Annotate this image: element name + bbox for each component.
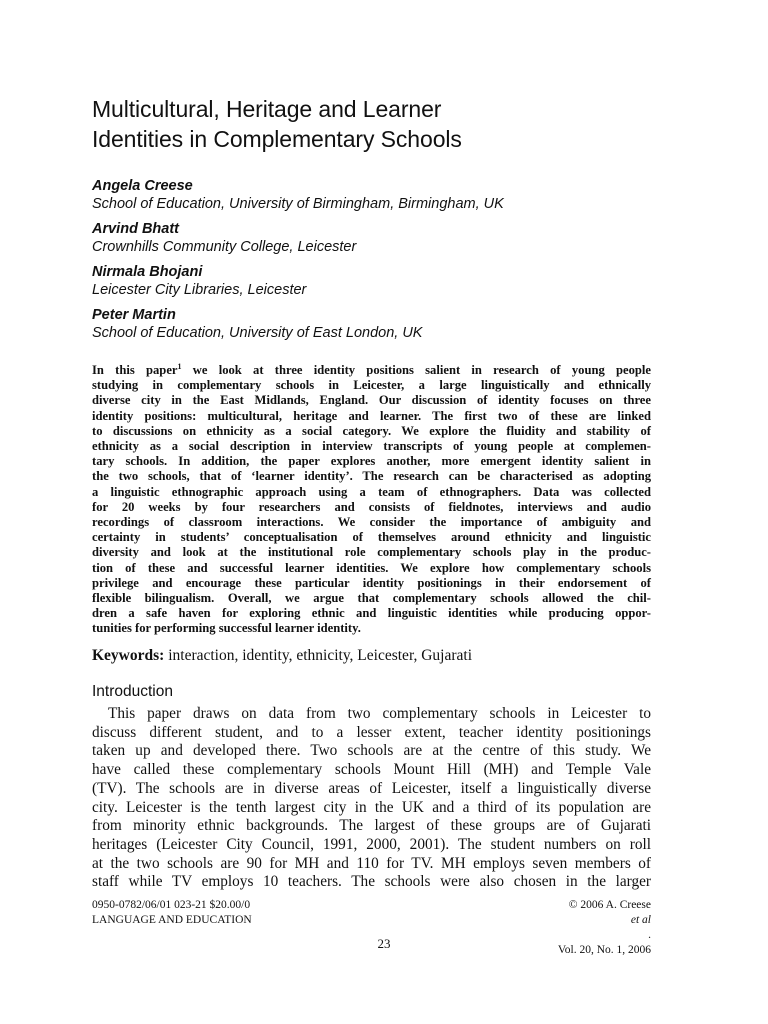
abstract-last-line: tunities for performing successful learner identity.	[92, 621, 361, 636]
abstract-line: tary schools. In addition, the paper explores another, more emergent identity salient in	[92, 454, 651, 469]
abstract-line: a linguistic ethnographic approach using a team of ethnographers. Data was collected	[92, 484, 651, 499]
title-line-2: Identities in Complementary Schools	[92, 126, 462, 152]
abstract-line: recordings of classroom interactions. We consider the importance of ambiguity and	[92, 515, 651, 530]
keywords-terms: interaction, identity, ethnicity, Leicester, Gujarati	[164, 647, 473, 664]
author-block	[92, 220, 672, 257]
abstract-line: diverse city in the East Midlands, England. Our discussion of identity focuses on three	[92, 393, 651, 408]
body-line: heritages (Leicester City Council, 1991, 2000, 2001). The student numbers on roll	[92, 835, 651, 853]
body-line: discuss different student, and to a lesser extent, teacher identity positionings	[92, 723, 651, 741]
author-block	[92, 306, 672, 343]
abstract-first-line-rest: we look at three identity positions salient in research of young people	[181, 363, 651, 377]
page-number: 23	[377, 936, 391, 951]
copyright-period: .	[648, 929, 651, 941]
body-line: at the two schools are 90 for MH and 110 for TV. MH employs seven members of	[92, 854, 651, 872]
abstract-line: identity positions: multicultural, heritage and learner. The first two of these are linked	[92, 408, 651, 423]
abstract-line: to discussions on ethnicity as a social category. We explore the fluidity and stability of	[92, 423, 651, 438]
body-line: have called these complementary schools Mount Hill (MH) and Temple Vale	[92, 761, 651, 779]
body-line: from minority ethnic backgrounds. The largest of these groups are of Gujarati	[92, 817, 651, 835]
footnote-marker[interactable]: 1	[177, 361, 182, 371]
abstract	[92, 363, 651, 637]
abstract-line: privilege and encourage these particular identity positionings in their endorsement of	[92, 575, 651, 590]
author-name: Arvind Bhatt	[92, 221, 179, 237]
body-line: taken up and developed there. Two schools are at the centre of this study. We	[92, 742, 651, 760]
body-line: city. Leicester is the tenth largest city in the UK and a third of its population are	[92, 798, 651, 816]
article-title	[92, 94, 692, 154]
keywords-label: Keywords:	[92, 647, 165, 664]
footer-issn: 0950-0782/06/01 023-21 $20.00/0	[92, 899, 251, 911]
author-name: Peter Martin	[92, 307, 176, 323]
body-line: (TV). The schools are in diverse areas of Leicester, itself a linguistically diverse	[92, 779, 651, 797]
author-name: Angela Creese	[92, 178, 193, 194]
copyright-text: © 2006 A. Creese	[568, 899, 651, 911]
body-paragraph	[92, 705, 651, 892]
abstract-line: flexible bilingualism. Overall, we argue that complementary schools allowed the chil-	[92, 591, 651, 606]
abstract-line: studying in complementary schools in Leicester, a large linguistically and ethnically	[92, 378, 651, 393]
abstract-line: ethnicity as a social description in interview transcripts of young people at complemen-	[92, 439, 651, 454]
author-affiliation: School of Education, University of Birmingham, Birmingham, UK	[92, 196, 504, 212]
body-line: This paper draws on data from two complementary schools in Leicester to	[108, 705, 651, 722]
abstract-line: for 20 weeks by four researchers and consists of fieldnotes, interviews and audio	[92, 499, 651, 514]
abstract-line: certainty in students’ conceptualisation of themselves around ethnicity and linguistic	[92, 530, 651, 545]
section-heading: Introduction	[92, 683, 173, 700]
body-line: staff while TV employs 10 teachers. The schools were also chosen in the larger	[92, 873, 651, 891]
copyright-et-al: et al	[630, 914, 651, 926]
author-list	[92, 177, 672, 349]
title-line-1: Multicultural, Heritage and Learner	[92, 96, 442, 122]
author-affiliation: Leicester City Libraries, Leicester	[92, 282, 307, 298]
footer-journal-name: LANGUAGE AND EDUCATION	[92, 914, 252, 926]
footer-left	[92, 898, 252, 928]
author-block	[92, 177, 672, 214]
footer-volume: Vol. 20, No. 1, 2006	[557, 944, 651, 956]
abstract-line: tion of these and successful learner identities. We explore how complementary schools	[92, 560, 651, 575]
author-name: Nirmala Bhojani	[92, 264, 203, 280]
author-block	[92, 263, 672, 300]
author-affiliation: Crownhills Community College, Leicester	[92, 239, 357, 255]
author-affiliation: School of Education, University of East London, UK	[92, 325, 423, 341]
abstract-line: dren a safe haven for exploring ethnic and linguistic identities while producing oppor-	[92, 606, 651, 621]
abstract-line: diversity and look at the institutional role complementary schools play in the produc-	[92, 545, 651, 560]
keywords	[92, 646, 652, 666]
abstract-line	[92, 363, 651, 378]
abstract-line: the two schools, that of ‘learner identity’. The research can be characterised as adopting	[92, 469, 651, 484]
abstract-start: In this paper	[92, 363, 178, 377]
